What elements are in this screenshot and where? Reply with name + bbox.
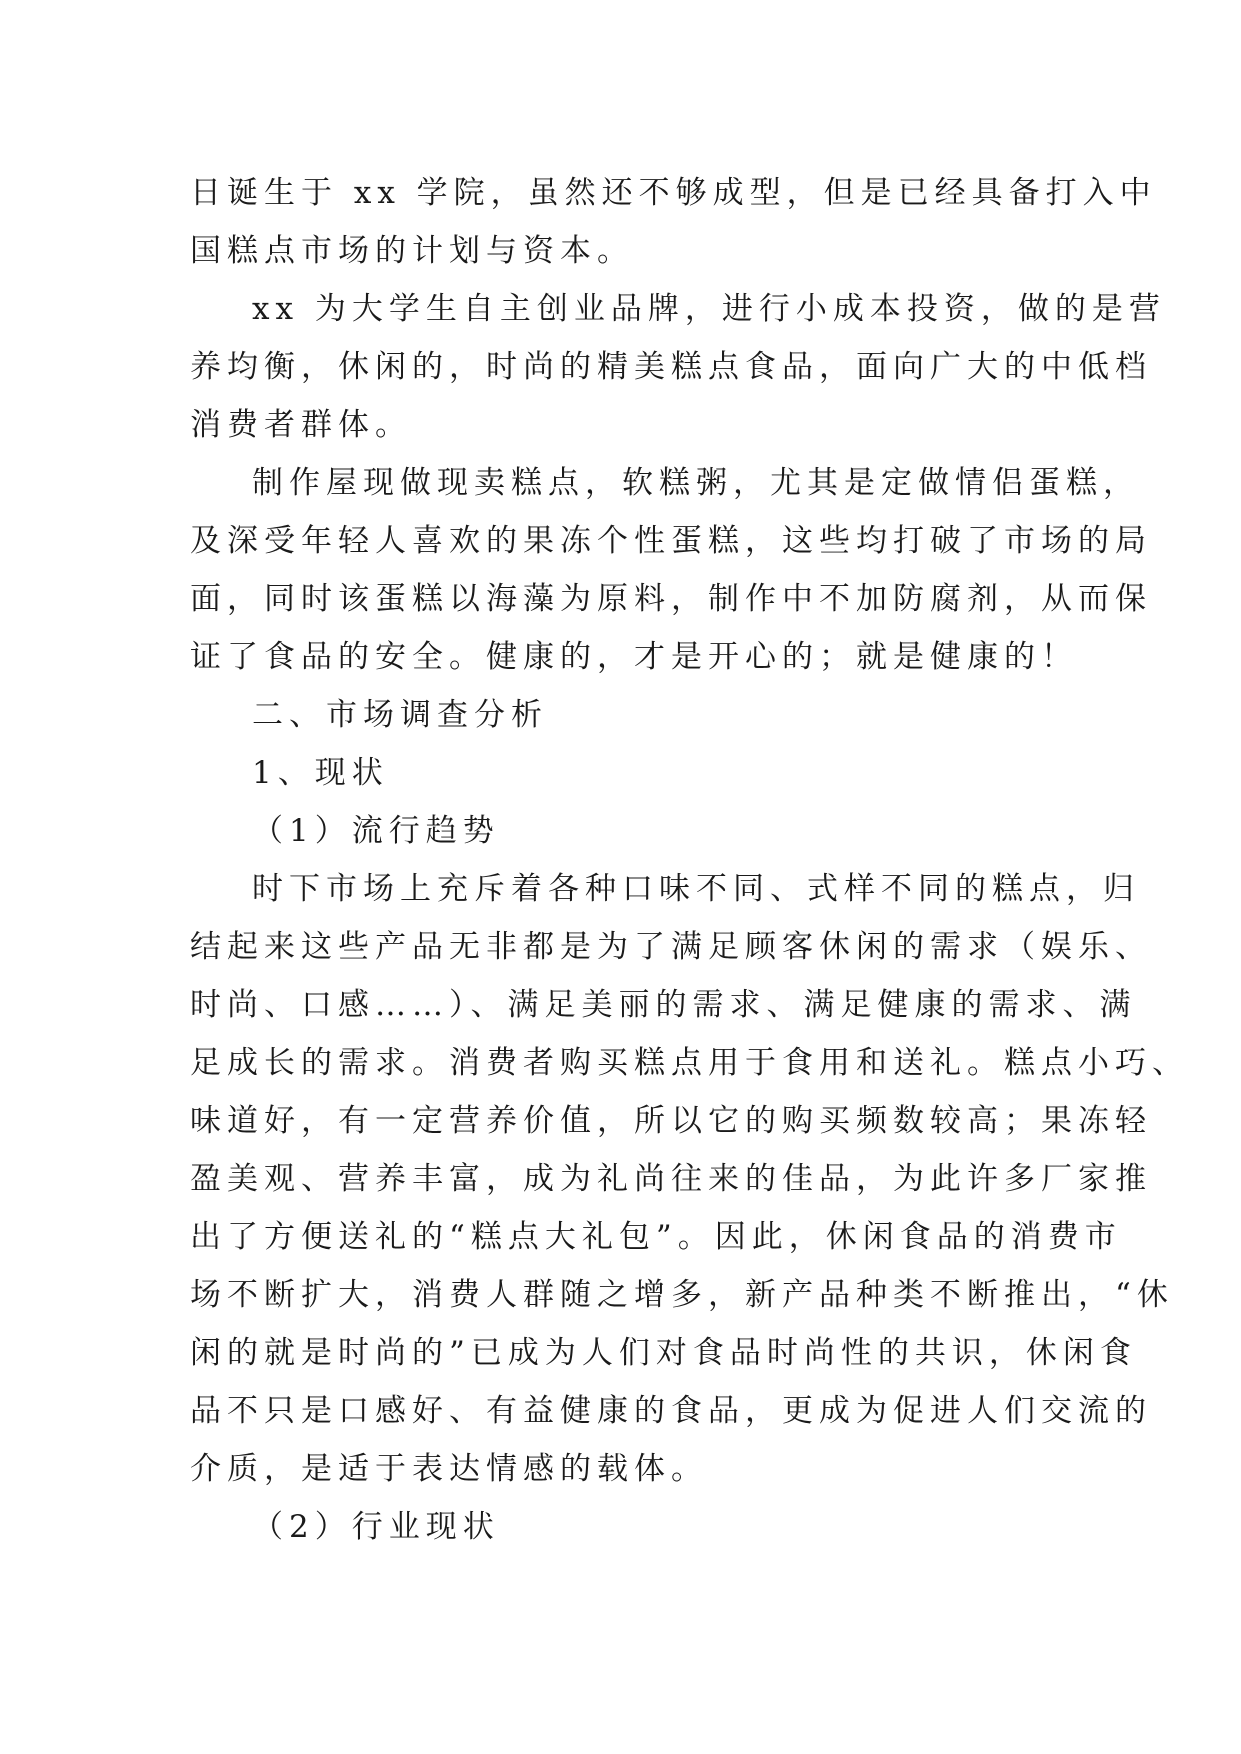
subsection-heading: 1、现状	[252, 755, 389, 791]
text-line: 消费者群体。	[190, 407, 412, 443]
text-line: 场不断扩大，消费人群随之增多，新产品种类不断推出，“休	[190, 1277, 1174, 1313]
text-line: 时尚、口感……）、满足美丽的需求、满足健康的需求、满	[190, 987, 1137, 1023]
subsubsection-heading: （2）行业现状	[252, 1509, 500, 1545]
text-line: 国糕点市场的计划与资本。	[190, 233, 634, 269]
text-line: 盈美观、营养丰富，成为礼尚往来的佳品，为此许多厂家推	[190, 1161, 1152, 1197]
text-line: 日诞生于 xx 学院，虽然还不够成型，但是已经具备打入中	[190, 175, 1157, 211]
text-line: 及深受年轻人喜欢的果冻个性蛋糕，这些均打破了市场的局	[190, 523, 1152, 559]
paragraph-first-line: 时下市场上充斥着各种口味不同、式样不同的糕点，归	[252, 871, 1140, 907]
text-line: 品不只是口感好、有益健康的食品，更成为促进人们交流的	[190, 1393, 1152, 1429]
text-line: 面，同时该蛋糕以海藻为原料，制作中不加防腐剂，从而保	[190, 581, 1152, 617]
paragraph-first-line: xx 为大学生自主创业品牌，进行小成本投资，做的是营	[252, 291, 1166, 327]
text-line: 介质，是适于表达情感的载体。	[190, 1451, 708, 1487]
text-line: 证了食品的安全。健康的，才是开心的；就是健康的！	[190, 639, 1078, 675]
text-line: 出了方便送礼的“糕点大礼包”。因此，休闲食品的消费市	[190, 1219, 1122, 1255]
subsubsection-heading: （1）流行趋势	[252, 813, 500, 849]
document-body	[190, 164, 1189, 1556]
paragraph-first-line: 制作屋现做现卖糕点，软糕粥，尤其是定做情侣蛋糕，	[252, 465, 1140, 501]
text-line: 养均衡，休闲的，时尚的精美糕点食品，面向广大的中低档	[190, 349, 1152, 385]
section-heading: 二、市场调查分析	[252, 697, 548, 733]
text-line: 结起来这些产品无非都是为了满足顾客休闲的需求（娱乐、	[190, 929, 1152, 965]
text-line: 味道好，有一定营养价值，所以它的购买频数较高；果冻轻	[190, 1103, 1152, 1139]
text-line: 足成长的需求。消费者购买糕点用于食用和送礼。糕点小巧、	[190, 1045, 1189, 1081]
text-line: 闲的就是时尚的”已成为人们对食品时尚性的共识，休闲食	[190, 1335, 1137, 1371]
